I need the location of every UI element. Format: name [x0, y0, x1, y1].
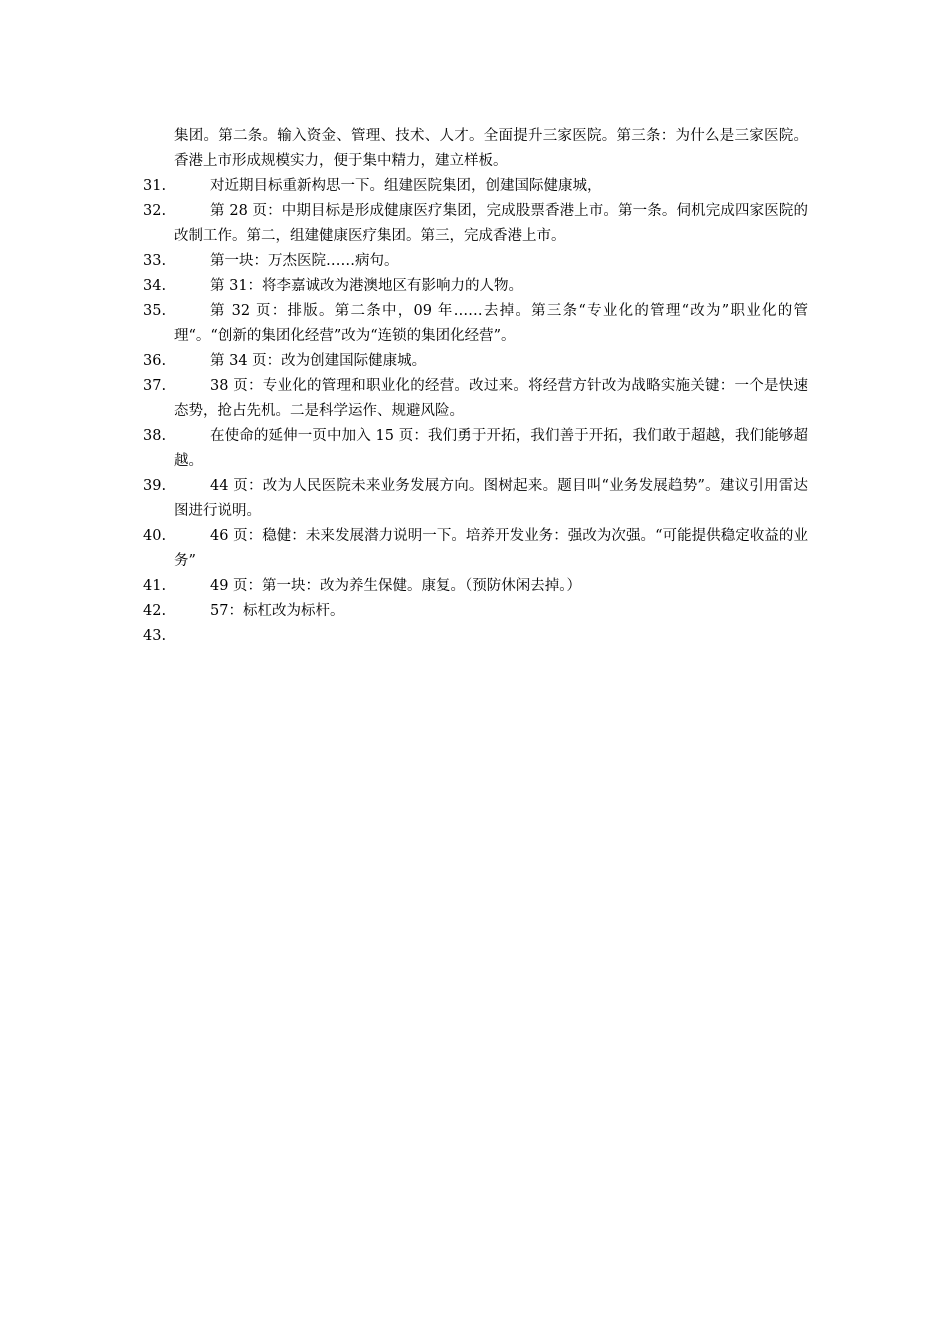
- list-text: 57：标杠改为标杆。: [210, 603, 345, 619]
- list-text: 49 页：第一块：改为养生保健。康复。（预防休闲去掉。）: [210, 578, 582, 594]
- list-text: 第 32 页：排版。第二条中，09 年……去掉。第三条“专业化的管理“改为”职业化的管理“。“创新的集团化经营”改为“连锁的集团化经营”。: [174, 303, 808, 344]
- list-text: 第 34 页：改为创建国际健康城。: [210, 353, 427, 369]
- list-number: 32.: [143, 203, 167, 219]
- list-item-42: [143, 599, 808, 624]
- list-text: 第 31：将李嘉诚改为港澳地区有影响力的人物。: [210, 278, 524, 294]
- list-item-33: [143, 249, 808, 274]
- list-text: 第 28 页：中期目标是形成健康医疗集团，完成股票香港上市。第一条。伺机完成四家医院的改制工作。第二，组建健康医疗集团。第三，完成香港上市。: [174, 203, 808, 244]
- list-item-41: [143, 574, 808, 599]
- list-number: 34.: [143, 278, 167, 294]
- list-number: 42.: [143, 603, 167, 619]
- list-text: 38 页：专业化的管理和职业化的经营。改过来。将经营方针改为战略实施关键：一个是快速态势，抢占先机。二是科学运作、规避风险。: [174, 378, 808, 419]
- list-number: 40.: [143, 528, 167, 544]
- list-number: 35.: [143, 303, 167, 319]
- list-item-43: [143, 624, 808, 649]
- list-item-35: [143, 299, 808, 349]
- list-item-37: [143, 374, 808, 424]
- list-text: 对近期目标重新构思一下。组建医院集团，创建国际健康城，: [210, 178, 602, 194]
- list-item-31: [143, 174, 808, 199]
- list-item-40: [143, 524, 808, 574]
- list-number: 38.: [143, 428, 167, 444]
- list-number: 37.: [143, 378, 167, 394]
- list-number: 41.: [143, 578, 167, 594]
- document-body: [143, 124, 808, 649]
- list-number: 33.: [143, 253, 167, 269]
- list-item-32: [143, 199, 808, 249]
- list-text: 46 页：稳健：未来发展潜力说明一下。培养开发业务：强改为次强。“可能提供稳定收益的业务”: [174, 528, 808, 569]
- list-number: 31.: [143, 178, 167, 194]
- list-number: 43.: [143, 628, 167, 644]
- list-text: 第一块：万杰医院……病句。: [210, 253, 399, 269]
- list-item-36: [143, 349, 808, 374]
- list-number: 36.: [143, 353, 167, 369]
- list-text: 在使命的延伸一页中加入 15 页：我们勇于开拓，我们善于开拓，我们敢于超越，我们能够超越。: [174, 428, 808, 469]
- list-item-34: [143, 274, 808, 299]
- list-number: 39.: [143, 478, 167, 494]
- list-item-39: [143, 474, 808, 524]
- continuation-paragraph: 集团。第二条。输入资金、管理、技术、人才。全面提升三家医院。第三条：为什么是三家医院。香港上市形成规模实力，便于集中精力，建立样板。: [174, 128, 808, 169]
- list-text: 44 页：改为人民医院未来业务发展方向。图树起来。题目叫“业务发展趋势”。建议引用雷达图进行说明。: [174, 478, 808, 519]
- list-item-38: [143, 424, 808, 474]
